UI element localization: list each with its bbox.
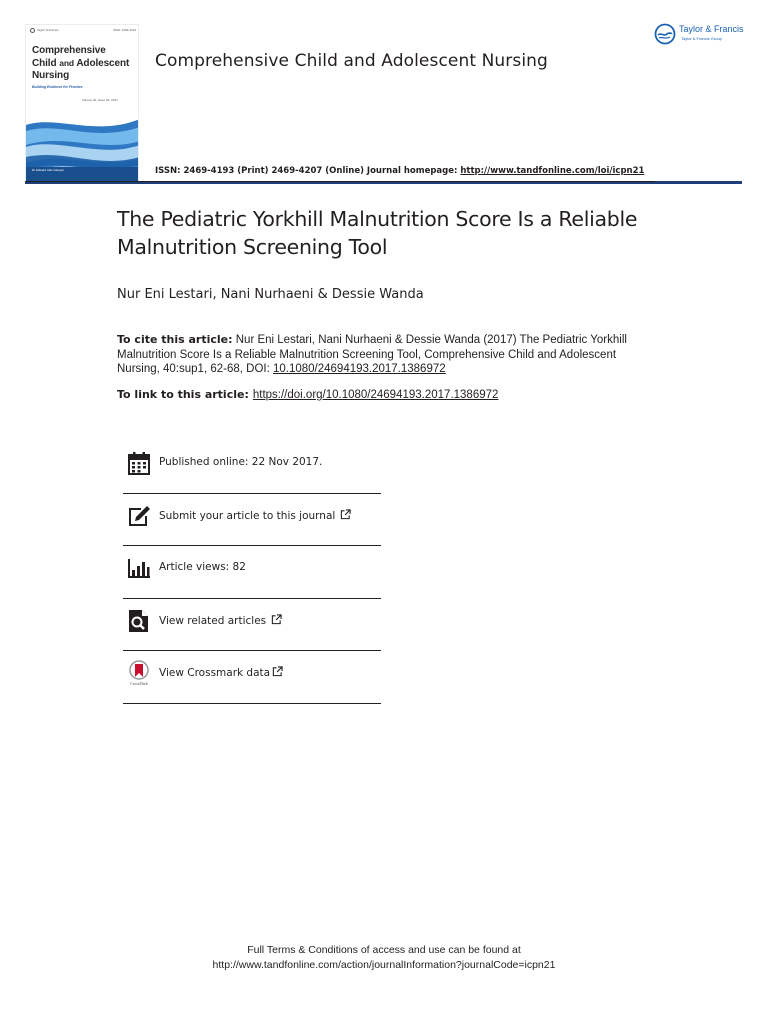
cover-title-line3: Nursing bbox=[32, 70, 70, 81]
cover-editor: Dr Edward Alan Glasper bbox=[32, 168, 65, 172]
issn-text: ISSN: 2469-4193 (Print) 2469-4207 (Online) Journal homepage: bbox=[155, 166, 461, 176]
published-online-label: Published online: 22 Nov 2017. bbox=[159, 456, 323, 468]
edit-icon bbox=[127, 503, 151, 529]
crossmark-caption: CrossMark bbox=[130, 681, 148, 687]
cover-title-line2 bbox=[32, 57, 139, 70]
article-link-label: To link to this article: bbox=[117, 388, 249, 401]
calendar-icon bbox=[127, 450, 151, 476]
bar-chart-icon bbox=[127, 555, 151, 581]
cover-publisher-logo-icon bbox=[30, 28, 35, 33]
article-info-list bbox=[123, 441, 381, 704]
citation-label: To cite this article: bbox=[117, 333, 233, 346]
article-authors: Nur Eni Lestari, Nani Nurhaeni & Dessie Wanda bbox=[117, 287, 424, 302]
cover-title-word-child: Child bbox=[32, 58, 57, 69]
footer-terms-link[interactable]: http://www.tandfonline.com/action/journalInformation?journalCode=icpn21 bbox=[212, 959, 556, 971]
header-rule-thin bbox=[25, 181, 655, 182]
publisher-logo[interactable] bbox=[654, 21, 746, 47]
article-link-block bbox=[117, 388, 498, 401]
cover-volume: Volume 40, Issue S1, 2017 bbox=[82, 98, 118, 102]
cover-title-line1: Comprehensive bbox=[32, 45, 106, 56]
footer-line1: Full Terms & Conditions of access and use can be found at bbox=[247, 944, 521, 956]
search-document-icon bbox=[127, 608, 151, 634]
cover-title-word-and: and bbox=[59, 58, 74, 68]
cover-subtitle: Building Evidence for Practice bbox=[32, 85, 83, 89]
external-link-icon bbox=[272, 666, 283, 677]
cover-publisher-text: Taylor & Francis bbox=[37, 28, 59, 32]
crossmark-row[interactable] bbox=[123, 651, 381, 704]
citation-doi-link[interactable]: 10.1080/24694193.2017.1386972 bbox=[272, 363, 446, 375]
submit-article-row[interactable] bbox=[123, 494, 381, 547]
article-views-row bbox=[123, 546, 381, 599]
related-articles-label bbox=[159, 614, 282, 627]
cover-top-strip bbox=[30, 28, 136, 34]
publisher-group: Taylor & Francis Group bbox=[681, 36, 722, 41]
cover-title-word-adolescent: Adolescent bbox=[76, 58, 130, 69]
external-link-icon bbox=[271, 614, 282, 625]
submit-article-text: Submit your article to this journal bbox=[159, 509, 336, 522]
cover-title bbox=[32, 45, 139, 82]
article-views-label: Article views: 82 bbox=[159, 561, 246, 574]
submit-article-label bbox=[159, 509, 351, 522]
footer bbox=[0, 943, 768, 973]
citation-text: Nur Eni Lestari, Nani Nurhaeni & Dessie Wanda (2017) The Pediatric Yorkhill Malnutrition Score Is a Reliable Malnutrition Screening Tool, Comprehensive Child and Adolescent Nursing, 40:sup1, 62-68, DOI: bbox=[117, 334, 627, 375]
related-articles-text: View related articles bbox=[159, 614, 267, 627]
crossmark-text: View Crossmark data bbox=[159, 667, 271, 680]
issn-line bbox=[155, 166, 644, 176]
article-doi-link[interactable]: https://doi.org/10.1080/24694193.2017.1386972 bbox=[252, 389, 499, 401]
article-title: The Pediatric Yorkhill Malnutrition Score Is a Reliable Malnutrition Screening Tool bbox=[117, 207, 638, 259]
related-articles-row[interactable] bbox=[123, 599, 381, 652]
crossmark-label bbox=[159, 666, 283, 679]
publisher-logo-icon bbox=[654, 23, 676, 45]
external-link-icon bbox=[340, 509, 351, 520]
publisher-name: Taylor & Francis bbox=[679, 24, 744, 34]
journal-title: Comprehensive Child and Adolescent Nursing bbox=[155, 51, 548, 71]
crossmark-icon bbox=[127, 660, 151, 686]
citation-block bbox=[117, 333, 657, 377]
journal-homepage-link[interactable]: http://www.tandfonline.com/loi/icpn21 bbox=[460, 166, 645, 176]
cover-issn-text: ISSN: 2469-4193 bbox=[112, 28, 136, 32]
published-online-row bbox=[123, 441, 381, 494]
journal-cover-image bbox=[25, 24, 139, 182]
